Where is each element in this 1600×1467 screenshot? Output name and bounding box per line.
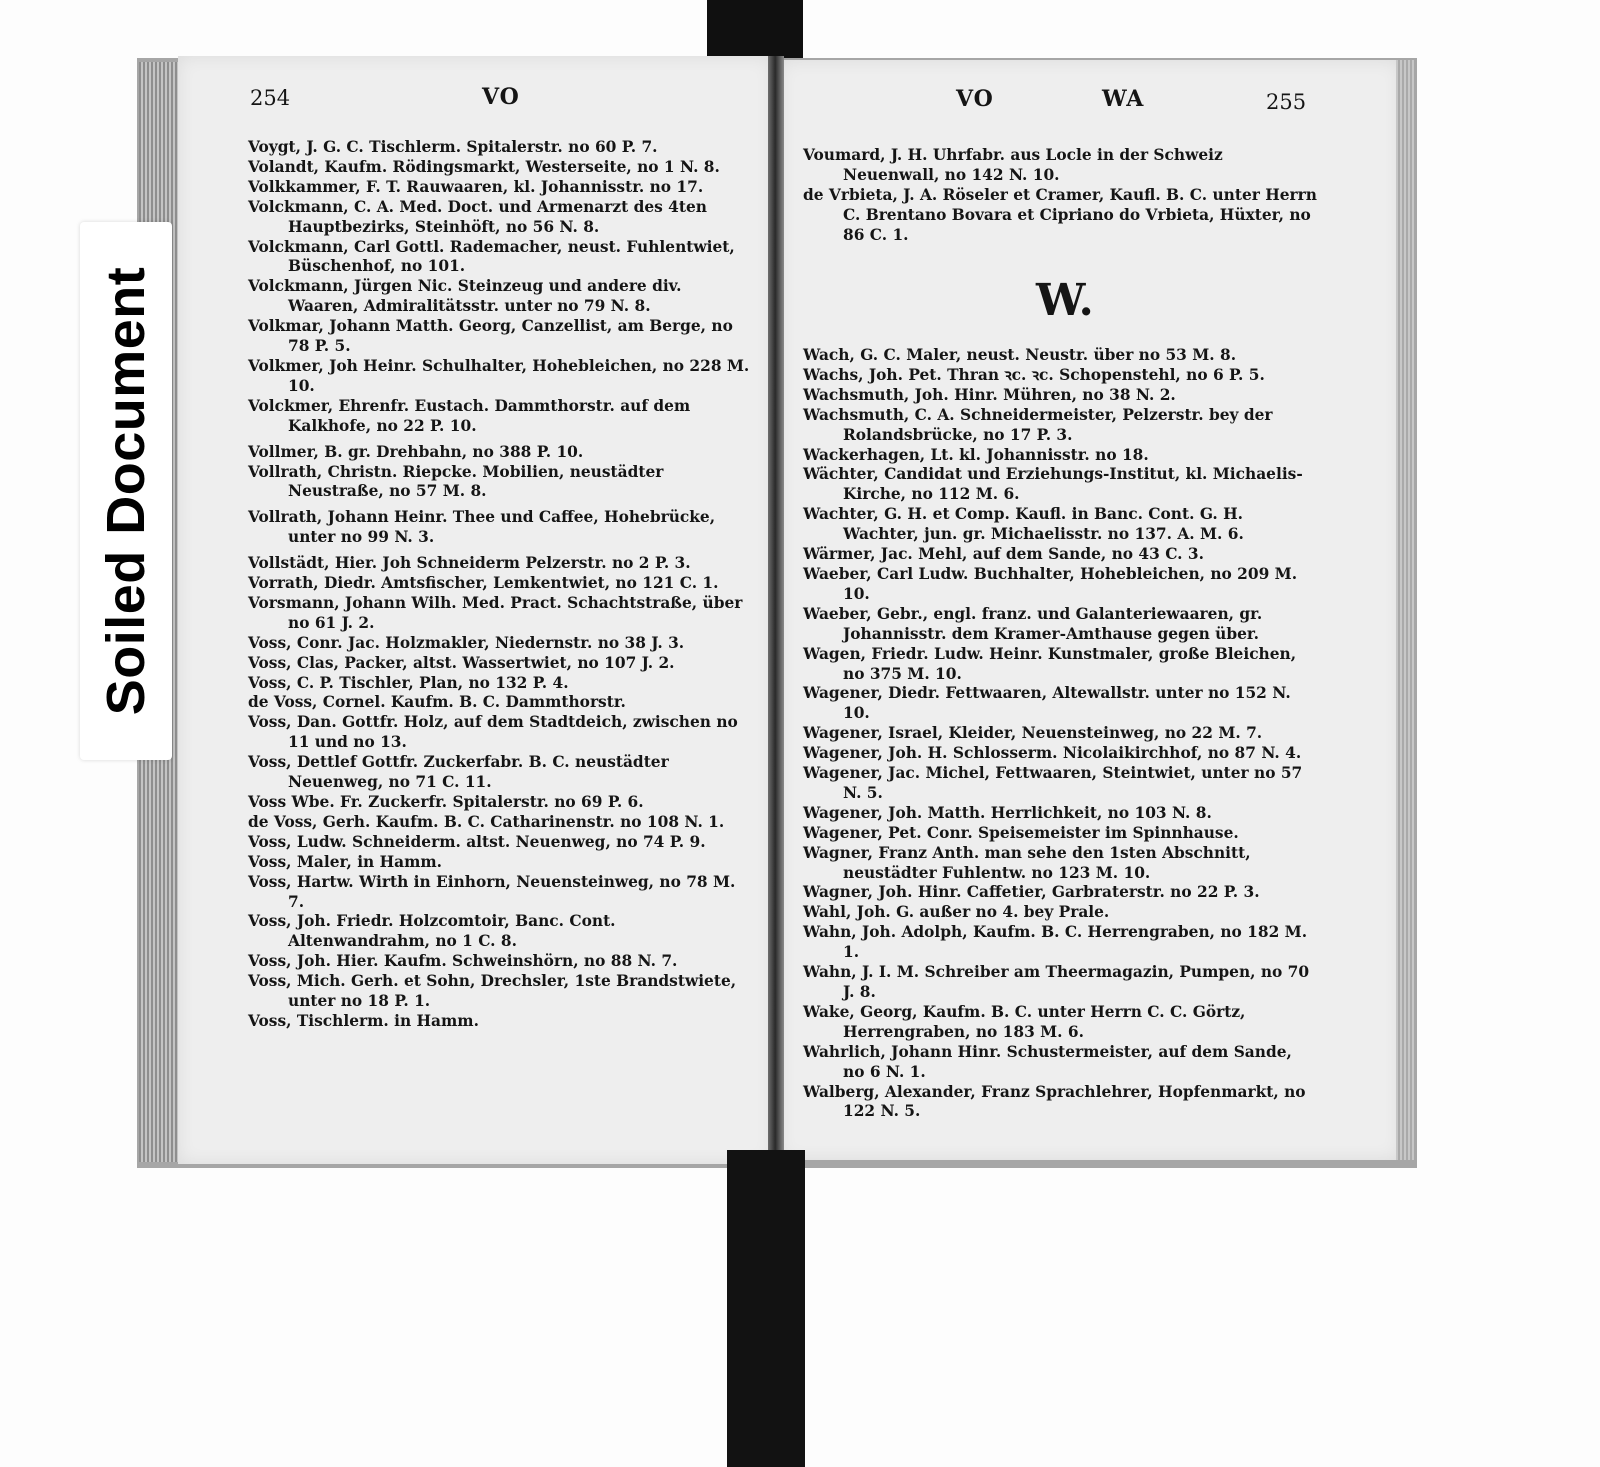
- left-page-entries: [248, 138, 752, 1032]
- list-item: Wahn, Joh. Adolph, Kaufm. B. C. Herrengraben, no 182 M. 1.: [803, 923, 1308, 962]
- list-item: Wagener, Diedr. Fettwaaren, Altewallstr. unter no 152 N. 10.: [803, 684, 1291, 723]
- list-item: Waeber, Carl Ludw. Buchhalter, Hohebleichen, no 209 M. 10.: [803, 564, 1298, 603]
- section-heading-w: W.: [1036, 275, 1094, 326]
- list-item: Volckmann, Carl Gottl. Rademacher, neust. Fuhlentwiet, Büschenhof, no 101.: [248, 237, 735, 276]
- list-item: Wachsmuth, C. A. Schneidermeister, Pelzerstr. bey der Rolandsbrücke, no 17 P. 3.: [803, 405, 1273, 444]
- right-running-head-right: WA: [1102, 86, 1145, 112]
- list-item: Voss, Clas, Packer, altst. Wassertwiet, no 107 J. 2.: [248, 653, 675, 672]
- list-item: Voss, Maler, in Hamm.: [248, 852, 443, 871]
- list-item: Volkmar, Johann Matth. Georg, Canzellist, am Berge, no 78 P. 5.: [248, 317, 733, 356]
- list-item: Walberg, Alexander, Franz Sprachlehrer, Hopfenmarkt, no 122 N. 5.: [803, 1082, 1306, 1121]
- list-item: Wächter, Candidat und Erziehungs-Institut, kl. Michaelis-Kirche, no 112 M. 6.: [803, 465, 1303, 504]
- list-item: Vollrath, Johann Heinr. Thee und Caffee, Hohebrücke, unter no 99 N. 3.: [248, 508, 716, 547]
- list-item: Wagener, Joh. H. Schlosserm. Nicolaikirchhof, no 87 N. 4.: [803, 744, 1302, 763]
- list-item: Wärmer, Jac. Mehl, auf dem Sande, no 43 C. 3.: [803, 545, 1204, 564]
- stamp-label: Soiled Document: [96, 266, 156, 716]
- list-item: Wackerhagen, Lt. kl. Johannisstr. no 18.: [803, 445, 1149, 464]
- list-item: Wahn, J. I. M. Schreiber am Theermagazin, Pumpen, no 70 J. 8.: [803, 963, 1310, 1001]
- list-item: Wake, Georg, Kaufm. B. C. unter Herrn C. C. Görtz, Herrengraben, no 183 M. 6.: [803, 1002, 1246, 1041]
- list-item: Voss, C. P. Tischler, Plan, no 132 P. 4.: [248, 673, 569, 692]
- list-item: Vollstädt, Hier. Joh Schneiderm Pelzerstr. no 2 P. 3.: [248, 554, 691, 573]
- right-page-number: 255: [1266, 90, 1307, 114]
- list-item: Voumard, J. H. Uhrfabr. aus Locle in der Schweiz Neuenwall, no 142 N. 10.: [803, 146, 1223, 184]
- list-item: Wagener, Joh. Matth. Herrlichkeit, no 103 N. 8.: [803, 803, 1212, 822]
- right-page-entries-w: [803, 346, 1317, 1122]
- list-item: Vollmer, B. gr. Drehbahn, no 388 P. 10.: [248, 442, 584, 461]
- right-page-entries-vo: [803, 146, 1317, 246]
- list-item: Voss, Hartw. Wirth in Einhorn, Neuensteinweg, no 78 M. 7.: [248, 872, 736, 911]
- list-item: Wachter, G. H. et Comp. Kaufl. in Banc. Cont. G. H. Wachter, jun. gr. Michaelisstr. no 137. A. M. 6.: [803, 505, 1244, 544]
- list-item: Wahrlich, Johann Hinr. Schustermeister, auf dem Sande, no 6 N. 1.: [803, 1042, 1292, 1081]
- page-stack-right: [1396, 60, 1414, 1160]
- list-item: Wagener, Israel, Kleider, Neuensteinweg, no 22 M. 7.: [803, 724, 1263, 743]
- list-item: Voss, Joh. Friedr. Holzcomtoir, Banc. Cont. Altenwandrahm, no 1 C. 8.: [248, 912, 616, 951]
- right-running-head-left: VO: [956, 86, 994, 112]
- list-item: Waeber, Gebr., engl. franz. und Galanteriewaaren, gr. Johannisstr. dem Kramer-Amthause gegen über.: [803, 604, 1263, 643]
- list-item: Wagen, Friedr. Ludw. Heinr. Kunstmaler, große Bleichen, no 375 M. 10.: [803, 644, 1297, 683]
- left-running-head: VO: [482, 84, 520, 110]
- list-item: Wagener, Pet. Conr. Speisemeister im Spinnhause.: [803, 823, 1239, 842]
- list-item: Voss, Dan. Gottfr. Holz, auf dem Stadtdeich, zwischen no 11 und no 13.: [248, 713, 738, 752]
- list-item: Wach, G. C. Maler, neust. Neustr. über no 53 M. 8.: [803, 346, 1237, 364]
- list-item: Volckmann, C. A. Med. Doct. und Armenarzt des 4ten Hauptbezirks, Steinhöft, no 56 N. 8.: [248, 197, 707, 236]
- book-gutter: [768, 56, 784, 1166]
- list-item: Vollrath, Christn. Riepcke. Mobilien, neustädter Neustraße, no 57 M. 8.: [248, 462, 664, 501]
- list-item: Volkkammer, F. T. Rauwaaren, kl. Johannisstr. no 17.: [248, 177, 704, 196]
- list-item: Voss, Tischlerm. in Hamm.: [248, 1011, 479, 1030]
- list-item: Volckmann, Jürgen Nic. Steinzeug und andere div. Waaren, Admiralitätsstr. unter no 79 N. 8.: [248, 277, 682, 316]
- list-item: Wachsmuth, Joh. Hinr. Mühren, no 38 N. 2.: [803, 385, 1176, 404]
- list-item: Wagner, Franz Anth. man sehe den 1sten Abschnitt, neustädter Fuhlentw. no 123 M. 10.: [803, 843, 1251, 882]
- list-item: Volckmer, Ehrenfr. Eustach. Dammthorstr. auf dem Kalkhofe, no 22 P. 10.: [248, 396, 691, 435]
- list-item: Volkmer, Joh Heinr. Schulhalter, Hohebleichen, no 228 M. 10.: [248, 356, 750, 395]
- list-item: Vorrath, Diedr. Amtsfischer, Lemkentwiet, no 121 C. 1.: [248, 574, 719, 593]
- list-item: Wagener, Jac. Michel, Fettwaaren, Steintwiet, unter no 57 N. 5.: [803, 764, 1303, 802]
- list-item: Wachs, Joh. Pet. Thran ꝛc. ꝛc. Schopenstehl, no 6 P. 5.: [803, 365, 1265, 384]
- bookmark-strip-bottom: [727, 1150, 805, 1467]
- list-item: de Vrbieta, J. A. Röseler et Cramer, Kaufl. B. C. unter Herrn C. Brentano Bovara et Cipriano do Vrbieta, Hüxter, no 86 C. 1.: [803, 185, 1317, 244]
- list-item: de Voss, Cornel. Kaufm. B. C. Dammthorstr.: [248, 693, 626, 712]
- soiled-document-stamp: [80, 222, 172, 760]
- list-item: Voss, Mich. Gerh. et Sohn, Drechsler, 1ste Brandstwiete, unter no 18 P. 1.: [248, 972, 737, 1011]
- list-item: Wahl, Joh. G. außer no 4. bey Prale.: [803, 903, 1110, 922]
- list-item: Voygt, J. G. C. Tischlerm. Spitalerstr. no 60 P. 7.: [248, 138, 658, 156]
- list-item: de Voss, Gerh. Kaufm. B. C. Catharinenstr. no 108 N. 1.: [248, 812, 725, 831]
- list-item: Voss Wbe. Fr. Zuckerfr. Spitalerstr. no 69 P. 6.: [248, 793, 644, 811]
- list-item: Voss, Dettlef Gottfr. Zuckerfabr. B. C. neustädter Neuenweg, no 71 C. 11.: [248, 753, 669, 792]
- list-item: Voss, Conr. Jac. Holzmakler, Niedernstr. no 38 J. 3.: [248, 633, 685, 652]
- list-item: Vorsmann, Johann Wilh. Med. Pract. Schachtstraße, über no 61 J. 2.: [248, 593, 743, 632]
- list-item: Voss, Joh. Hier. Kaufm. Schweinshörn, no 88 N. 7.: [248, 952, 678, 971]
- list-item: Voss, Ludw. Schneiderm. altst. Neuenweg, no 74 P. 9.: [248, 832, 706, 851]
- left-page-number: 254: [250, 86, 291, 110]
- list-item: Volandt, Kaufm. Rödingsmarkt, Westerseite, no 1 N. 8.: [248, 157, 720, 176]
- list-item: Wagner, Joh. Hinr. Caffetier, Garbraterstr. no 22 P. 3.: [803, 883, 1260, 902]
